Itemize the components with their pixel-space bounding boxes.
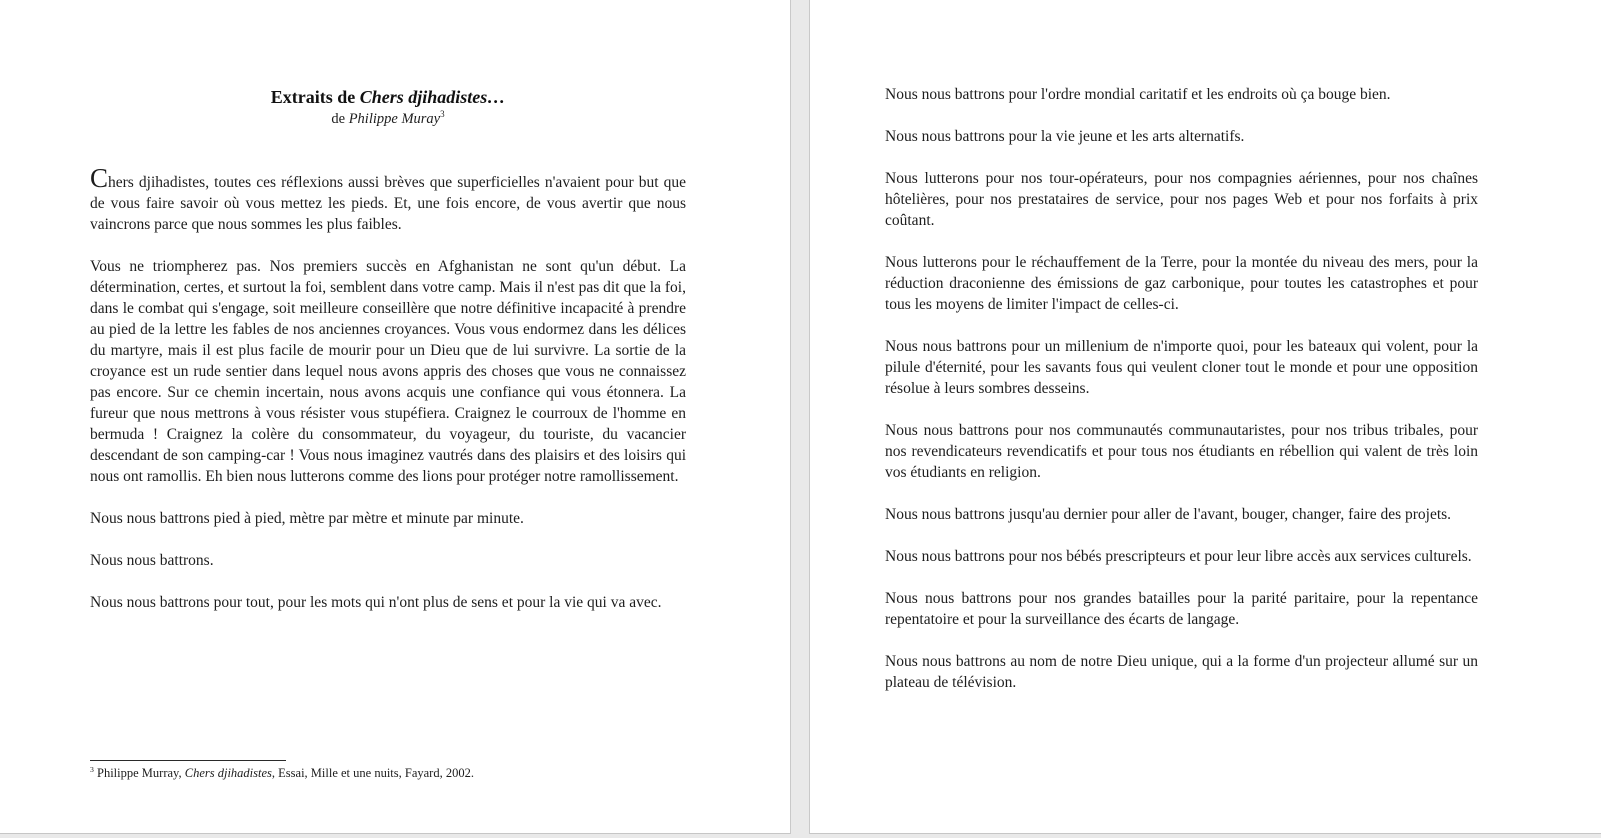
title-prefix: Extraits de — [270, 87, 360, 107]
paragraph: Nous nous battrons pour l'ordre mondial caritatif et les endroits où ça bouge bien. — [885, 86, 1391, 103]
footnote-separator — [90, 760, 286, 761]
paragraph: Nous lutterons pour nos tour-opérateurs, pour nos compagnies aériennes, pour nos chaînes hôtelières, pour nos prestataires de service, pour nos pages Web et pour nos forfaits à prix coûtant. — [885, 170, 1478, 229]
paragraph: Nous nous battrons pour nos bébés prescripteurs et pour leur libre accès aux services culturels. — [885, 548, 1472, 565]
footnote-text-after: , Essai, Mille et une nuits, Fayard, 2002. — [271, 766, 474, 780]
paragraph: Nous lutterons pour le réchauffement de la Terre, pour la montée du niveau des mers, pour la réduction draconienne des émissions de gaz carbonique, pour toutes les catastrophes et pour tous les moyens de limiter l'impact de celles-ci. — [885, 254, 1478, 313]
author-name: Philippe Muray — [348, 111, 441, 127]
paragraph: Nous nous battrons pour nos communautés communautaristes, pour nos tribus tribales, pour nos revendicateurs revendicatifs et pour tous nos étudiants en rébellion qui valent de très loin vos étudiants en religion. — [885, 422, 1478, 481]
paragraph: Nous nous battrons pour tout, pour les mots qui n'ont plus de sens et pour la vie qui va avec. — [90, 594, 662, 611]
paragraph: Nous nous battrons pour nos grandes batailles pour la parité paritaire, pour la repentance repentatoire et pour la surveillance des écarts de langage. — [885, 590, 1478, 628]
footnote-work-name: Chers djihadistes — [184, 766, 272, 780]
paragraph: Nous nous battrons au nom de notre Dieu unique, qui a la forme d'un projecteur allumé sur un plateau de télévision. — [885, 653, 1478, 691]
page-2-content — [885, 84, 1478, 714]
footnote — [90, 766, 686, 781]
lead-text: hers djihadistes, toutes ces réflexions aussi brèves que superficielles n'avaient pour but que de vous faire savoir où vous mettez les pieds. Et, une fois encore, de vous avertir que nous vaincrons parce que nous sommes les plus faibles. — [90, 174, 686, 233]
page-1-content — [90, 0, 686, 634]
document-author-line — [90, 110, 686, 128]
page-2 — [810, 0, 1601, 834]
page-gutter — [791, 0, 810, 834]
paragraph: Nous nous battrons jusqu'au dernier pour aller de l'avant, bouger, changer, faire des projets. — [885, 506, 1452, 523]
document-title — [90, 86, 686, 108]
footnote-area — [90, 760, 686, 781]
title-work-name: Chers djihadistes… — [359, 87, 506, 107]
lead-initial-capital: C — [90, 163, 109, 193]
paragraph: Vous ne triompherez pas. Nos premiers succès en Afghanistan ne sont qu'un début. La détermination, certes, et surtout la foi, semblent dans votre camp. Mais il n'est pas dit que la foi, dans le combat qui s'engage, soit meilleure conseillère que notre définitive incapacité à prendre au pied de la lettre les fables de nos anciennes croyances. Vous vous endormez dans les délices du martyre, mais il est plus facile de mourir pour un Dieu que de lui survivre. La sortie de la croyance est un rude sentier dans lequel nous avons appris des choses que vous ne connaissez pas encore. Sur ce chemin incertain, nous avons acquis une confiance qui vous étonnera. La fureur que nous mettrons à vous résister vous stupéfiera. Craignez le courroux de l'homme en bermuda ! Craignez la colère du consommateur, du voyageur, du touriste, du vacancier descendant de son camping-car ! Vous nous imaginez vautrés dans des plaisirs et des loisirs qui nous ont ramollis. Eh bien nous lutterons comme des lions pour protéger notre ramollissement. — [90, 258, 686, 485]
paragraph: Nous nous battrons pied à pied, mètre par mètre et minute par minute. — [90, 510, 524, 527]
footnote-text-before: Philippe Murray, — [93, 766, 185, 780]
footnote-reference-mark: 3 — [440, 109, 445, 120]
paragraph: Nous nous battrons. — [90, 552, 214, 569]
author-prefix: de — [331, 111, 349, 127]
page-1 — [0, 0, 791, 834]
paragraph: Nous nous battrons pour un millenium de n'importe quoi, pour les bateaux qui volent, pour la pilule d'éternité, pour les savants fous qui veulent cloner tout le monde et pour une opposition résolue à leurs sombres desseins. — [885, 338, 1478, 397]
paragraph-lead — [90, 163, 686, 235]
paragraph: Nous nous battrons pour la vie jeune et les arts alternatifs. — [885, 128, 1245, 145]
footnote-number: 3 — [90, 764, 94, 774]
